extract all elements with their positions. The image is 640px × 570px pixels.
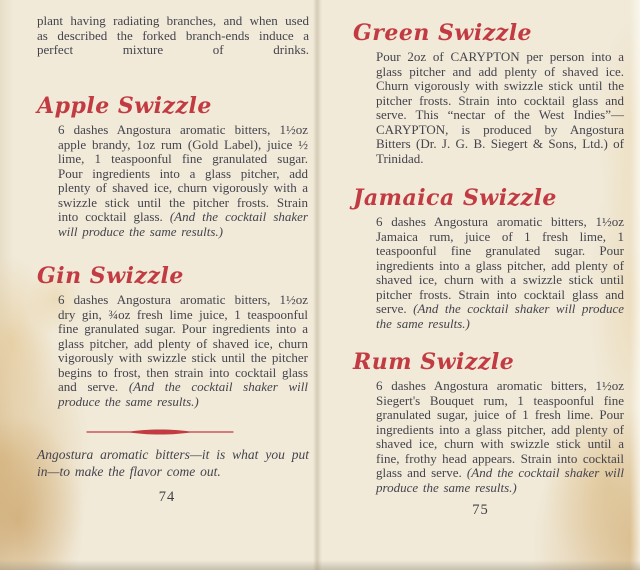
- page-number-74: 74: [158, 489, 176, 506]
- recipe-body-apple-swizzle: [58, 123, 308, 239]
- recipe-title-gin-swizzle: Gin Swizzle: [37, 263, 184, 290]
- recipe-title-apple-swizzle: Apple Swizzle: [37, 93, 212, 120]
- divider-rule-icon: [85, 427, 235, 437]
- recipe-title-jamaica-swizzle: Jamaica Swizzle: [353, 185, 557, 211]
- recipe-title-rum-swizzle: Rum Swizzle: [353, 349, 515, 375]
- recipe-title-green-swizzle: Green Swizzle: [353, 20, 533, 46]
- page-number-75: 75: [472, 502, 489, 518]
- recipe-text: 6 dashes Angostura aromatic bitters, 1½oz apple brandy, 1oz rum (Gold Label), juice ½ lime, 1 teaspoonful fine granulated sugar. Pour ingredients into a glass pitcher, add plenty of shaved ice, churn vigorously with a swizzle stick until the pitcher frosts. Strain into cocktail glass.: [58, 122, 308, 225]
- intro-paragraph: plant having radiating branches, and when used as described the forked branch-ends induce a perfect mixture of drinks.: [37, 13, 309, 58]
- recipe-text: 6 dashes Angostura aromatic bitters, 1½oz Jamaica rum, juice of 1 fresh lime, 1 teaspoonful fine granulated sugar. Pour ingredients into a glass pitcher, add plenty of shaved ice, churn with a swizzle stick until pitcher frosts. Strain into cocktail glass and serve.: [376, 214, 624, 316]
- footnote-slogan: Angostura aromatic bitters—it is what you put in—to make the flavor come out.: [37, 447, 309, 480]
- recipe-body-jamaica-swizzle: [376, 215, 624, 331]
- recipe-text: 6 dashes Angostura aromatic bitters, 1½oz Siegert's Bouquet rum, 1 teaspoonful fine granulated sugar, juice of 1 fresh lime. Pour ingredients into a glass pitcher, add plenty of shaved ice, churn with swizzle stick until a fine, frothy head appears. Strain into cocktail glass and serve.: [376, 378, 624, 480]
- page-75: [322, 0, 640, 570]
- decorative-divider: [85, 424, 235, 434]
- recipe-shaker-note: (And the cocktail shaker will produce the same results.): [58, 209, 308, 239]
- recipe-body-rum-swizzle: [376, 379, 624, 495]
- recipe-shaker-note: (And the cocktail shaker will produce the same results.): [376, 465, 624, 495]
- page-74: [0, 0, 318, 570]
- recipe-shaker-note: (And the cocktail shaker will produce the same results.): [376, 301, 624, 331]
- recipe-body-gin-swizzle: [58, 293, 308, 409]
- recipe-body-green-swizzle: [376, 50, 624, 166]
- recipe-text: Pour 2oz of CARYPTON per person into a glass pitcher and add plenty of shaved ice. Churn vigorously with swizzle stick until the pitcher frosts. Strain into cocktail glass and serve. This “nectar of the West Indies”—CARYPTON, is produced by Angostura Bitters (Dr. J. G. B. Siegert & Sons, Ltd.) of Trinidad.: [376, 49, 624, 166]
- recipe-shaker-note: (And the cocktail shaker will produce the same results.): [58, 379, 308, 409]
- recipe-text: 6 dashes Angostura aromatic bitters, 1½oz dry gin, ¾oz fresh lime juice, 1 teaspoonful fine granulated sugar. Pour ingredients into a glass pitcher, add plenty of shaved ice, churn vigorously with swizzle stick until the pitcher begins to frost, then strain into cocktail glass and serve.: [58, 292, 308, 395]
